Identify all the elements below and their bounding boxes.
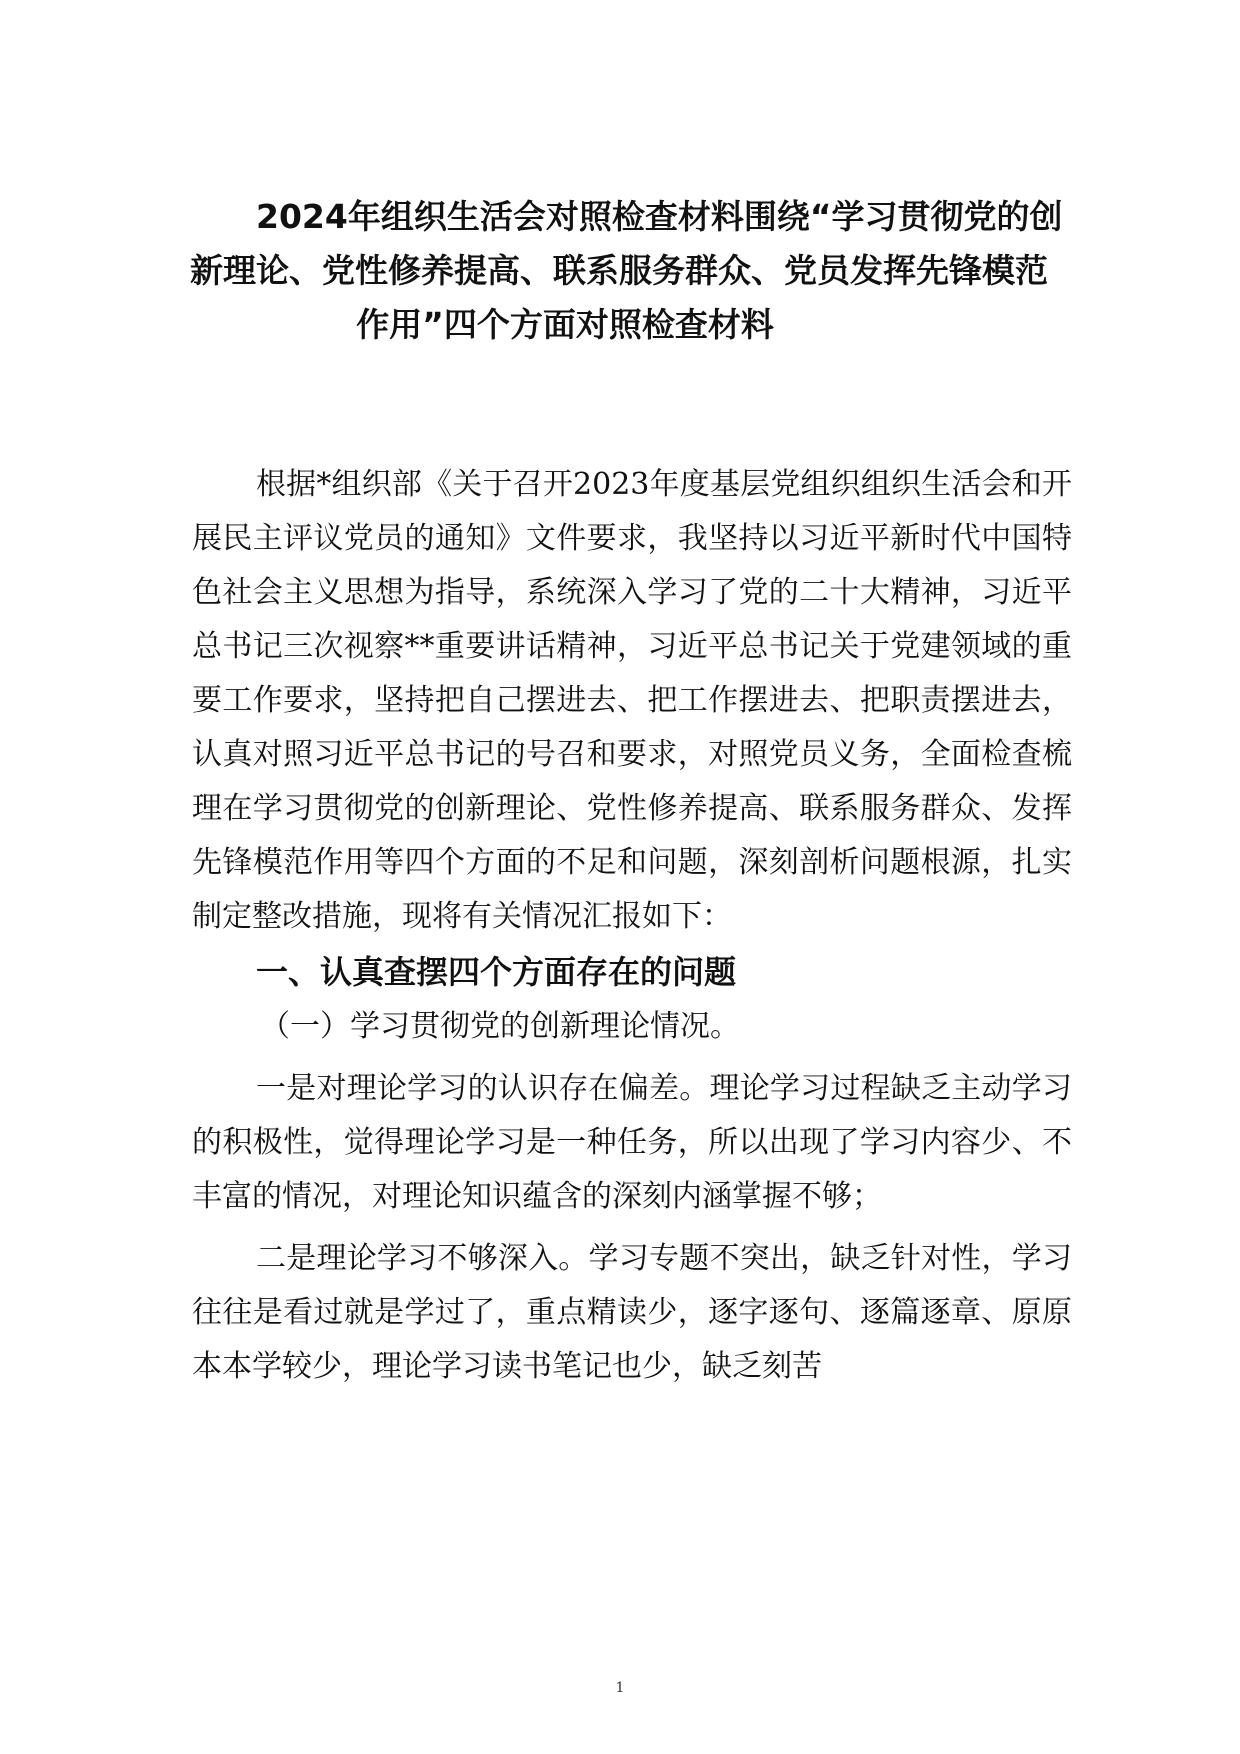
document-body	[192, 458, 1072, 1394]
point-paragraph-1: 一是对理论学习的认识存在偏差。理论学习过程缺乏主动学习的积极性，觉得理论学习是一种任务，所以出现了学习内容少、不丰富的情况，对理论知识蕴含的深刻内涵掌握不够；	[192, 1071, 1072, 1214]
section-heading-1: 一、认真查摆四个方面存在的问题	[256, 953, 737, 991]
title-line-3: 作用”四个方面对照检查材料	[356, 305, 774, 344]
title-line-1: 2024年组织生活会对照检查材料围绕“学习贯彻党的创	[256, 197, 1063, 236]
page-number: 1	[615, 1680, 625, 1696]
intro-paragraph: 根据*组织部《关于召开2023年度基层党组织组织生活会和开展民主评议党员的通知》文件要求，我坚持以习近平新时代中国特色社会主义思想为指导，系统深入学习了党的二十大精神，习近平总书记三次视察**重要讲话精神，习近平总书记关于党建领域的重要工作要求，坚持把自己摆进去、把工作摆进去、把职责摆进去，认真对照习近平总书记的号召和要求，对照党员义务，全面检查梳理在学习贯彻党的创新理论、党性修养提高、联系服务群众、发挥先锋模范作用等四个方面的不足和问题，深刻剖析问题根源，扎实制定整改措施，现将有关情况汇报如下：	[192, 467, 1072, 934]
title-line-2: 新理论、党性修养提高、联系服务群众、党员发挥先锋模范	[190, 251, 1048, 290]
document-title	[190, 190, 1063, 352]
subsection-heading-1: （一）学习贯彻党的创新理论情况。	[260, 1009, 740, 1044]
point-paragraph-2: 二是理论学习不够深入。学习专题不突出，缺乏针对性，学习往往是看过就是学过了，重点精读少，逐字逐句、逐篇逐章、原原本本学较少，理论学习读书笔记也少，缺乏刻苦	[192, 1241, 1072, 1384]
